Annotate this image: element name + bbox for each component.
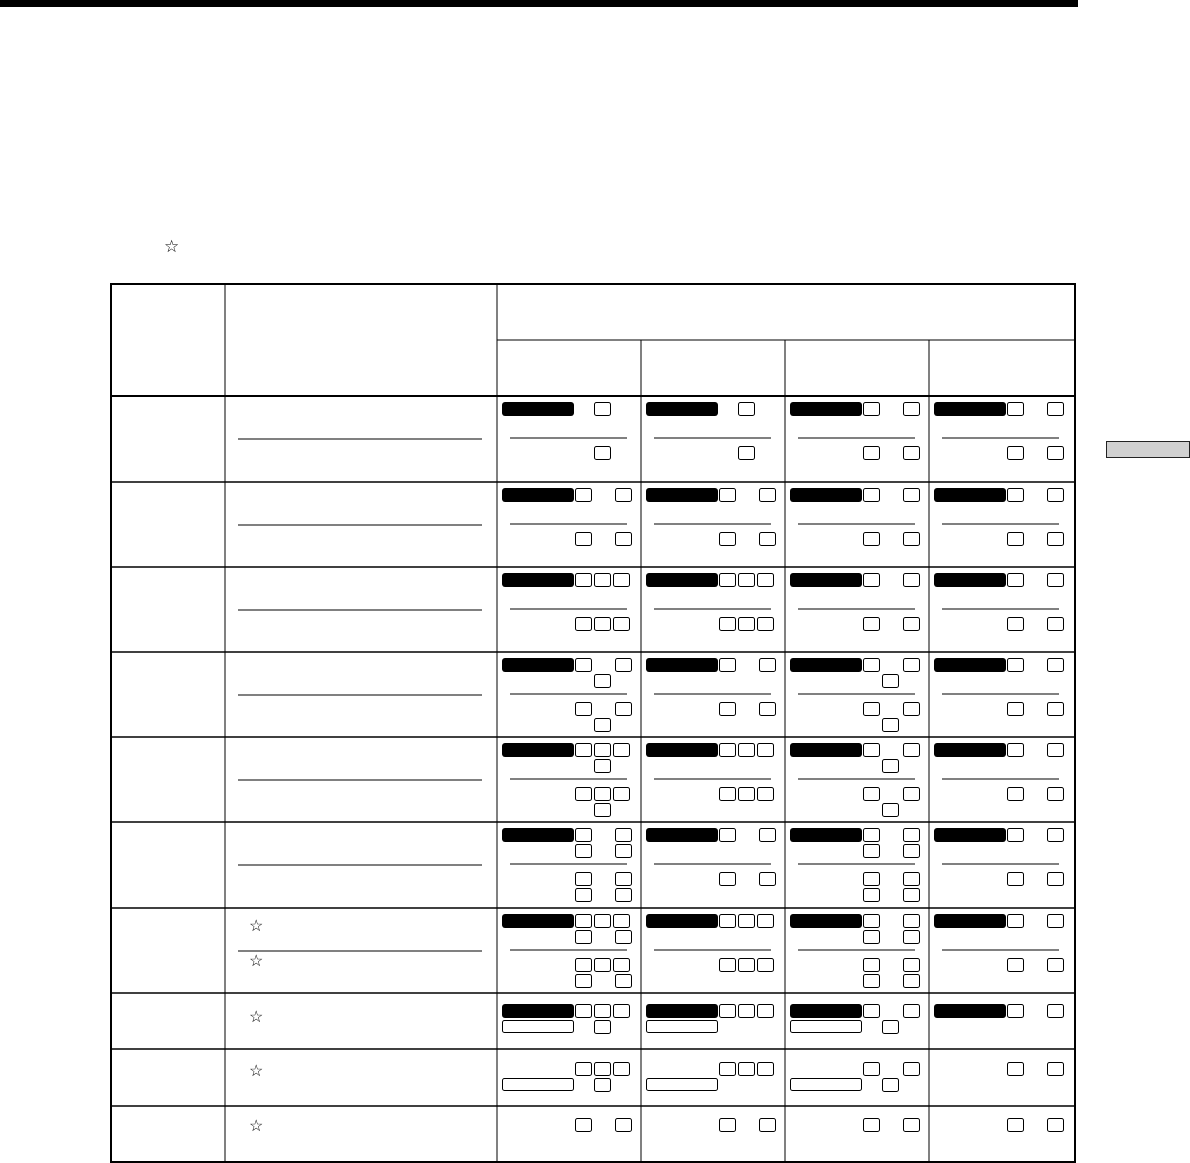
key-bar — [502, 658, 574, 672]
key-box — [1048, 873, 1064, 886]
key-box — [904, 845, 920, 858]
key-box — [720, 829, 736, 842]
key-box — [739, 1063, 755, 1076]
key-box — [904, 703, 920, 716]
key-bar-outline — [503, 1021, 574, 1033]
key-bar — [790, 402, 862, 416]
key-bar — [934, 914, 1006, 928]
key-box — [614, 1063, 630, 1076]
key-bar — [646, 658, 718, 672]
key-box — [614, 744, 630, 757]
key-box — [883, 675, 899, 688]
legend-star-icon: ☆ — [164, 237, 180, 256]
key-box — [904, 1005, 920, 1018]
key-box — [904, 533, 920, 546]
key-box — [758, 915, 774, 928]
key-box — [576, 829, 592, 842]
key-box — [576, 845, 592, 858]
key-box — [904, 975, 920, 988]
table-grid — [110, 283, 1076, 1163]
key-box — [616, 533, 632, 546]
key-box — [864, 533, 880, 546]
key-box — [1008, 1005, 1024, 1018]
key-box — [864, 447, 880, 460]
key-box — [595, 1063, 611, 1076]
key-box — [758, 618, 774, 631]
key-box — [904, 574, 920, 587]
key-box — [760, 489, 776, 502]
key-box — [1008, 959, 1024, 972]
key-box — [1008, 703, 1024, 716]
key-box — [720, 1005, 736, 1018]
key-box — [576, 889, 592, 902]
key-box — [616, 873, 632, 886]
key-box — [576, 915, 592, 928]
key-box — [616, 703, 632, 716]
key-bar — [934, 743, 1006, 757]
key-box — [1048, 403, 1064, 416]
key-box — [576, 533, 592, 546]
key-box — [904, 744, 920, 757]
key-bar — [502, 828, 574, 842]
key-box — [616, 489, 632, 502]
key-box — [904, 931, 920, 944]
key-box — [758, 959, 774, 972]
key-box — [864, 489, 880, 502]
key-box — [576, 1005, 592, 1018]
key-box — [1048, 829, 1064, 842]
key-box — [720, 873, 736, 886]
key-box — [720, 1063, 736, 1076]
key-box — [576, 975, 592, 988]
key-box — [720, 533, 736, 546]
table-border — [111, 284, 1075, 1162]
key-box — [739, 403, 755, 416]
key-box — [739, 447, 755, 460]
key-bar — [502, 914, 574, 928]
key-box — [595, 675, 611, 688]
key-box — [883, 804, 899, 817]
key-box — [720, 618, 736, 631]
key-box — [1048, 915, 1064, 928]
key-box — [1008, 873, 1024, 886]
key-box — [576, 489, 592, 502]
key-bar — [646, 573, 718, 587]
key-box — [576, 744, 592, 757]
key-bar — [646, 828, 718, 842]
key-box — [576, 618, 592, 631]
key-box — [614, 788, 630, 801]
key-box — [1008, 1119, 1024, 1132]
key-box — [616, 659, 632, 672]
key-box — [576, 574, 592, 587]
key-bar — [934, 402, 1006, 416]
key-bar — [934, 658, 1006, 672]
key-box — [720, 659, 736, 672]
key-box — [758, 744, 774, 757]
key-box — [758, 788, 774, 801]
key-box — [614, 959, 630, 972]
key-box — [864, 959, 880, 972]
key-box — [720, 915, 736, 928]
key-box — [595, 447, 611, 460]
key-box — [864, 403, 880, 416]
key-box — [739, 788, 755, 801]
key-box — [616, 829, 632, 842]
key-box — [595, 744, 611, 757]
key-bar-outline — [791, 1079, 862, 1091]
key-box — [576, 873, 592, 886]
key-box — [576, 659, 592, 672]
key-box — [595, 804, 611, 817]
star-icon: ☆ — [249, 1118, 264, 1135]
key-bar — [646, 743, 718, 757]
key-box — [576, 1063, 592, 1076]
key-bar — [934, 828, 1006, 842]
key-box — [904, 788, 920, 801]
key-box — [1008, 574, 1024, 587]
key-box — [1008, 1063, 1024, 1076]
key-box — [760, 659, 776, 672]
key-box — [904, 618, 920, 631]
key-box — [576, 703, 592, 716]
key-box — [1008, 489, 1024, 502]
key-box — [595, 1005, 611, 1018]
key-box — [904, 829, 920, 842]
key-box — [883, 1021, 899, 1034]
key-box — [883, 760, 899, 773]
key-bar — [502, 488, 574, 502]
key-box — [760, 829, 776, 842]
star-icon: ☆ — [249, 953, 264, 970]
section-tab — [1106, 441, 1190, 458]
key-bar — [790, 488, 862, 502]
key-box — [904, 873, 920, 886]
key-box — [739, 744, 755, 757]
key-box — [760, 873, 776, 886]
key-bar — [934, 1004, 1006, 1018]
key-bar — [790, 573, 862, 587]
key-box — [1008, 744, 1024, 757]
key-box — [864, 574, 880, 587]
key-box — [595, 760, 611, 773]
key-bar — [646, 488, 718, 502]
key-box — [720, 574, 736, 587]
top-rule — [0, 0, 1078, 7]
key-box — [616, 931, 632, 944]
key-box — [739, 574, 755, 587]
key-box — [720, 1119, 736, 1132]
key-box — [758, 1063, 774, 1076]
key-box — [720, 959, 736, 972]
key-box — [864, 931, 880, 944]
key-bar — [790, 828, 862, 842]
key-box — [616, 1119, 632, 1132]
key-bar-outline — [503, 1079, 574, 1091]
key-box — [864, 659, 880, 672]
key-box — [760, 533, 776, 546]
key-bar — [934, 573, 1006, 587]
key-box — [739, 915, 755, 928]
key-box — [760, 703, 776, 716]
key-bar — [502, 402, 574, 416]
key-box — [595, 959, 611, 972]
star-icon: ☆ — [249, 1063, 264, 1080]
key-box — [864, 873, 880, 886]
star-icon: ☆ — [249, 918, 264, 935]
key-box — [1008, 915, 1024, 928]
key-box — [1048, 1119, 1064, 1132]
key-box — [1048, 659, 1064, 672]
key-bar — [790, 1004, 862, 1018]
key-bar — [502, 743, 574, 757]
key-box — [904, 1063, 920, 1076]
key-box — [576, 959, 592, 972]
key-box — [864, 889, 880, 902]
key-box — [1048, 1005, 1064, 1018]
key-box — [1048, 744, 1064, 757]
key-box — [614, 1005, 630, 1018]
key-box — [616, 975, 632, 988]
key-box — [1048, 703, 1064, 716]
key-bar — [934, 488, 1006, 502]
key-box — [595, 719, 611, 732]
key-box — [614, 574, 630, 587]
key-box — [883, 1079, 899, 1092]
key-box — [595, 618, 611, 631]
key-box — [1048, 959, 1064, 972]
key-box — [864, 703, 880, 716]
key-box — [1008, 829, 1024, 842]
key-box — [720, 744, 736, 757]
key-box — [1008, 533, 1024, 546]
key-box — [758, 1005, 774, 1018]
star-icon: ☆ — [249, 1009, 264, 1026]
key-bar — [790, 743, 862, 757]
key-box — [758, 574, 774, 587]
key-box — [595, 1021, 611, 1034]
key-box — [739, 959, 755, 972]
key-bar — [790, 914, 862, 928]
key-box — [595, 788, 611, 801]
key-box — [864, 829, 880, 842]
key-bar-outline — [647, 1079, 718, 1091]
key-box — [904, 659, 920, 672]
key-box — [739, 1005, 755, 1018]
key-bar — [502, 573, 574, 587]
key-box — [1048, 574, 1064, 587]
key-box — [720, 788, 736, 801]
key-box — [576, 1119, 592, 1132]
key-box — [1008, 447, 1024, 460]
key-box — [904, 915, 920, 928]
key-box — [739, 618, 755, 631]
key-box — [904, 889, 920, 902]
key-box — [595, 574, 611, 587]
key-box — [864, 1063, 880, 1076]
key-bar — [646, 402, 718, 416]
key-box — [1008, 788, 1024, 801]
key-box — [904, 403, 920, 416]
key-box — [1048, 1063, 1064, 1076]
key-box — [1048, 533, 1064, 546]
key-box — [616, 889, 632, 902]
key-box — [614, 618, 630, 631]
key-bar-outline — [647, 1021, 718, 1033]
key-box — [864, 845, 880, 858]
key-bar — [502, 1004, 574, 1018]
key-box — [1048, 788, 1064, 801]
key-box — [760, 1119, 776, 1132]
key-bar-outline — [791, 1021, 862, 1033]
key-bar — [646, 914, 718, 928]
key-box — [864, 915, 880, 928]
key-box — [904, 489, 920, 502]
key-box — [864, 744, 880, 757]
key-box — [595, 915, 611, 928]
key-box — [1008, 659, 1024, 672]
key-box — [720, 703, 736, 716]
key-box — [904, 959, 920, 972]
key-box — [1008, 403, 1024, 416]
key-box — [576, 788, 592, 801]
key-box — [1048, 489, 1064, 502]
key-box — [1048, 447, 1064, 460]
key-box — [616, 845, 632, 858]
key-box — [864, 618, 880, 631]
key-box — [904, 447, 920, 460]
key-box — [864, 1005, 880, 1018]
key-box — [595, 403, 611, 416]
key-box — [864, 975, 880, 988]
key-bar — [790, 658, 862, 672]
key-table — [110, 283, 1076, 1163]
key-box — [1048, 618, 1064, 631]
key-box — [720, 489, 736, 502]
key-box — [576, 931, 592, 944]
key-box — [1008, 618, 1024, 631]
key-box — [864, 1119, 880, 1132]
key-box — [864, 788, 880, 801]
key-box — [904, 1119, 920, 1132]
key-bar — [646, 1004, 718, 1018]
key-box — [614, 915, 630, 928]
key-box — [883, 719, 899, 732]
key-box — [595, 1079, 611, 1092]
